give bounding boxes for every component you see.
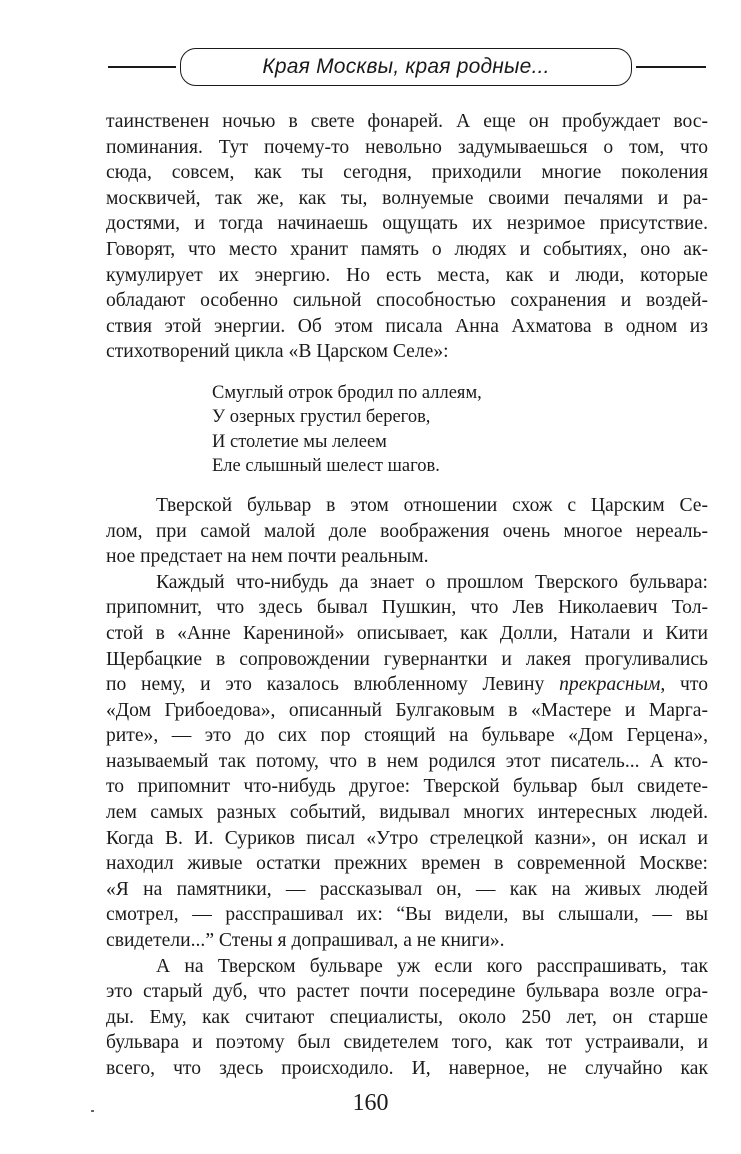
text-line: смотрел, — расспрашивал их: “Вы видели, вы слышали, — вы [106,904,708,926]
text-line: ное предстает на нем почти реальным. [106,546,429,568]
text-line: таинственен ночью в свете фонарей. А еще он пробуждает вос- [106,111,708,132]
text-line: стой в «Анне Карениной» описывает, как Долли, Натали и Кити [106,622,708,644]
poem-line: У озерных грустил берегов, [212,407,431,428]
text-line-with-emphasis [106,672,708,698]
text-line: достями, и тогда начинаешь ощущать их незримое присутствие. [106,213,708,235]
running-header [108,46,706,88]
text-line: это старый дуб, что растет почти посередине бульвара возле огра- [106,981,708,1003]
text-line: ды. Ему, как считают специалисты, около 250 лет, он старше [106,1006,708,1028]
text-line: «Я на памятники, — рассказывал он, — как на живых людей [106,878,708,900]
text-line: «Дом Грибоедова», описанный Булгаковым в «Мастере и Марга- [106,699,708,721]
text-line: лом, при самой малой доле воображения очень многое нереаль- [106,520,708,542]
text-line: то припомнит что-нибудь другое: Тверской бульвар был свидете- [106,776,708,798]
paragraph-3 [106,570,708,954]
text-line: называемый так потому, что в нем родился этот писатель... А кто- [106,750,708,772]
text-line: свидетели...” Стены я допрашивал, а не книги». [106,930,505,952]
page-body [106,109,708,1082]
text-line: бульвара и поэтому был свидетелем того, как тот устраивали, и [106,1032,708,1054]
text-line: обладают особенно сильной способностью сохранения и воздей- [106,290,708,312]
emphasis-word: прекрасным [559,674,661,696]
header-frame [180,48,632,86]
text-line: москвичей, так же, как ты, волнуемые своими печалями и ра- [106,187,708,209]
poem-line: И столетие мы лелеем [212,431,387,452]
header-title: Края Москвы, края родные... [262,55,550,78]
text-line: кумулирует их энергию. Но есть места, как и люди, которые [106,264,708,286]
text-line: стихотворений цикла «В Царском Селе»: [106,341,449,363]
text-line: сюда, совсем, как ты сегодня, приходили многие поколения [106,162,708,184]
text-line: припомнит, что здесь бывал Пушкин, что Лев Николаевич Тол- [106,597,708,619]
page-number: 160 [352,1090,389,1116]
text-line: находил живые остатки прежних времен в современной Москве: [106,853,708,875]
text-line: Говорят, что место хранит память о людях и событиях, оно ак- [106,238,708,260]
text-line: Щербацкие в сопровождении гувернантки и лакея прогуливались [106,648,708,670]
text-line: А на Тверском бульваре уж если кого расспрашивать, так [156,955,708,977]
text-line: рите», — это до сих пор стоящий на бульваре «Дом Герцена», [106,725,708,747]
paragraph-2 [106,493,708,570]
header-rule-right [636,66,706,68]
text-fragment: по нему, и это казалось влюбленному Левину [106,674,560,696]
text-line: поминания. Тут почему-то невольно задумываешься о том, что [106,136,708,158]
text-line: лем самых разных событий, видывал многих интересных людей. [106,802,708,824]
text-line: всего, что здесь происходило. И, наверное, не случайно как [106,1058,708,1079]
text-line: Когда В. И. Суриков писал «Утро стрелецкой казни», он искал и [106,827,708,849]
text-line: Каждый что-нибудь да знает о прошлом Тверского бульвара: [156,571,708,593]
poem-line: Еле слышный шелест шагов. [212,456,440,477]
paragraph-4 [106,954,708,1082]
header-rule-left [108,66,176,68]
poem-quote [212,381,708,479]
text-fragment: , что [660,674,708,696]
poem-line: Смуглый отрок бродил по аллеям, [212,382,482,403]
text-line: ствия этой энергии. Об этом писала Анна Ахматова в одном из [106,315,708,337]
text-line: Тверской бульвар в этом отношении схож с Царским Се- [156,494,708,516]
paragraph-1 [106,109,708,365]
